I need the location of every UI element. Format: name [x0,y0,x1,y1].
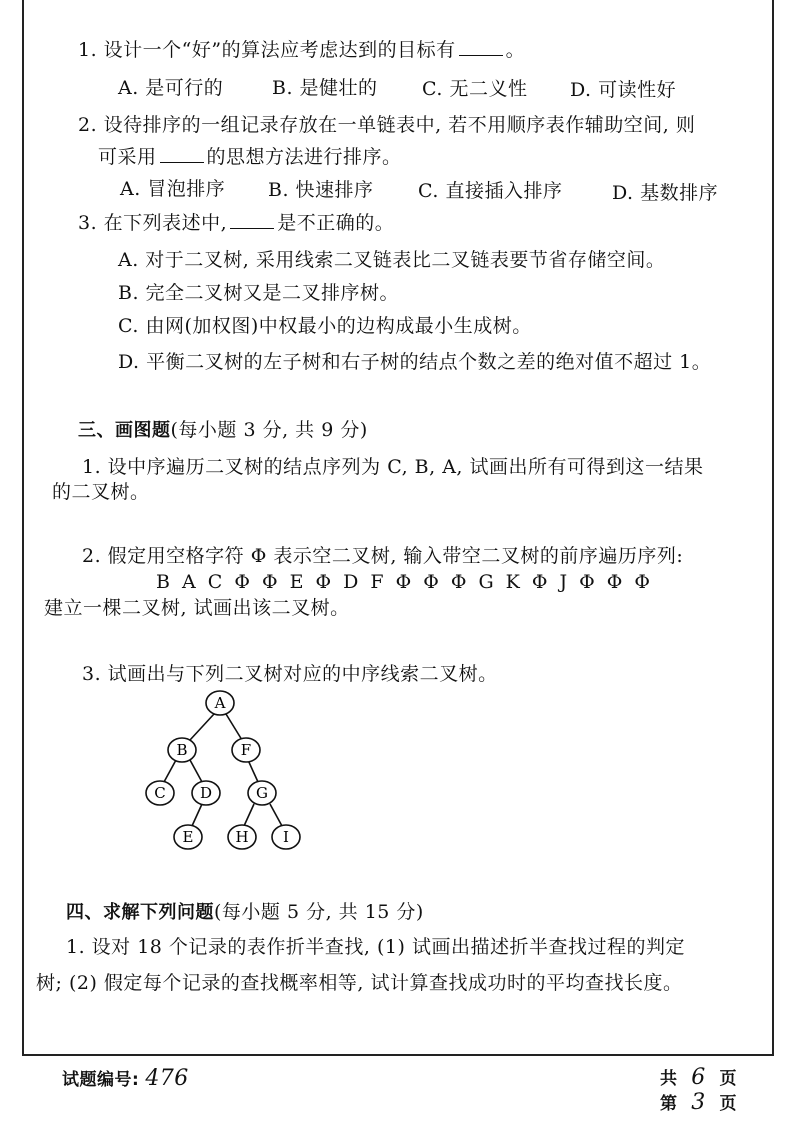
question-2-option-a: A. 冒泡排序 [120,178,226,200]
tree-node-e [174,825,202,849]
question-2-option-b: B. 快速排序 [268,179,374,201]
svg-text:A: A [214,694,226,712]
tree-node-c [146,781,174,805]
question-1-option-c: C. 无二义性 [422,78,528,100]
svg-text:C: C [154,784,166,802]
section-4-q1-line1: 1. 设对 18 个记录的表作折半查找, (1) 试画出描述折半查找过程的判定 [66,936,685,958]
svg-text:I: I [283,828,289,846]
tree-node-d [192,781,220,805]
binary-tree-diagram [130,684,330,860]
exam-code: 试题编号: 476 [62,1066,189,1091]
question-3-option-c: C. 由网(加权图)中权最小的边构成最小生成树。 [118,315,532,337]
tree-node-b [168,738,196,762]
question-3-option-a: A. 对于二叉树, 采用线索二叉链表比二叉链表要节省存储空间。 [118,249,666,271]
tree-node-f [232,738,260,762]
answer-blank [230,212,274,229]
svg-text:F: F [240,741,252,759]
section-4-heading: 四、求解下列问题(每小题 5 分, 共 15 分) [66,901,424,923]
question-1-option-b: B. 是健壮的 [272,77,378,99]
section-4-q1-line2: 树; (2) 假定每个记录的查找概率相等, 试计算查找成功时的平均查找长度。 [36,972,683,994]
question-2-option-d: D. 基数排序 [612,182,719,204]
section-3-q2-line2: 建立一棵二叉树, 试画出该二叉树。 [44,597,350,619]
svg-text:H: H [235,828,249,846]
answer-blank [160,146,204,163]
answer-blank [459,39,503,56]
question-1-stem: 1. 设计一个“好”的算法应考虑达到的目标有 。 [78,39,526,61]
tree-node-g [248,781,276,805]
tree-node-h [228,825,256,849]
tree-node-i [272,825,300,849]
section-3-q1-line1: 1. 设中序遍历二叉树的结点序列为 C, B, A, 试画出所有可得到这一结果 [82,456,704,478]
svg-text:G: G [256,784,268,802]
question-2-stem-line1: 2. 设待排序的一组记录存放在一单链表中, 若不用顺序表作辅助空间, 则 [78,114,696,136]
question-3-stem: 3. 在下列表述中, 是不正确的。 [78,212,395,234]
section-3-heading: 三、画图题(每小题 3 分, 共 9 分) [78,419,368,441]
svg-text:E: E [182,828,194,846]
svg-text:D: D [199,784,213,802]
section-3-q3: 3. 试画出与下列二叉树对应的中序线索二叉树。 [82,663,498,685]
section-3-q1-line2: 的二叉树。 [52,481,150,503]
question-2-stem-line2: 可采用 的思想方法进行排序。 [98,146,402,168]
question-3-option-b: B. 完全二叉树又是二叉排序树。 [118,282,400,304]
svg-text:B: B [176,741,188,759]
section-3-q2-line1: 2. 假定用空格字符 Φ 表示空二叉树, 输入带空二叉树的前序遍历序列: [82,545,684,567]
question-1-option-d: D. 可读性好 [570,79,677,101]
question-2-option-c: C. 直接插入排序 [418,180,563,202]
question-1-option-a: A. 是可行的 [118,77,224,99]
tree-node-a [206,691,234,715]
total-pages: 共 6 页 [660,1065,737,1090]
question-3-option-d: D. 平衡二叉树的左子树和右子树的结点个数之差的绝对值不超过 1。 [118,351,712,373]
current-page: 第 3 页 [660,1090,737,1115]
preorder-sequence: B A C Φ Φ E Φ D F Φ Φ Φ G K Φ J Φ Φ Φ [156,571,653,593]
